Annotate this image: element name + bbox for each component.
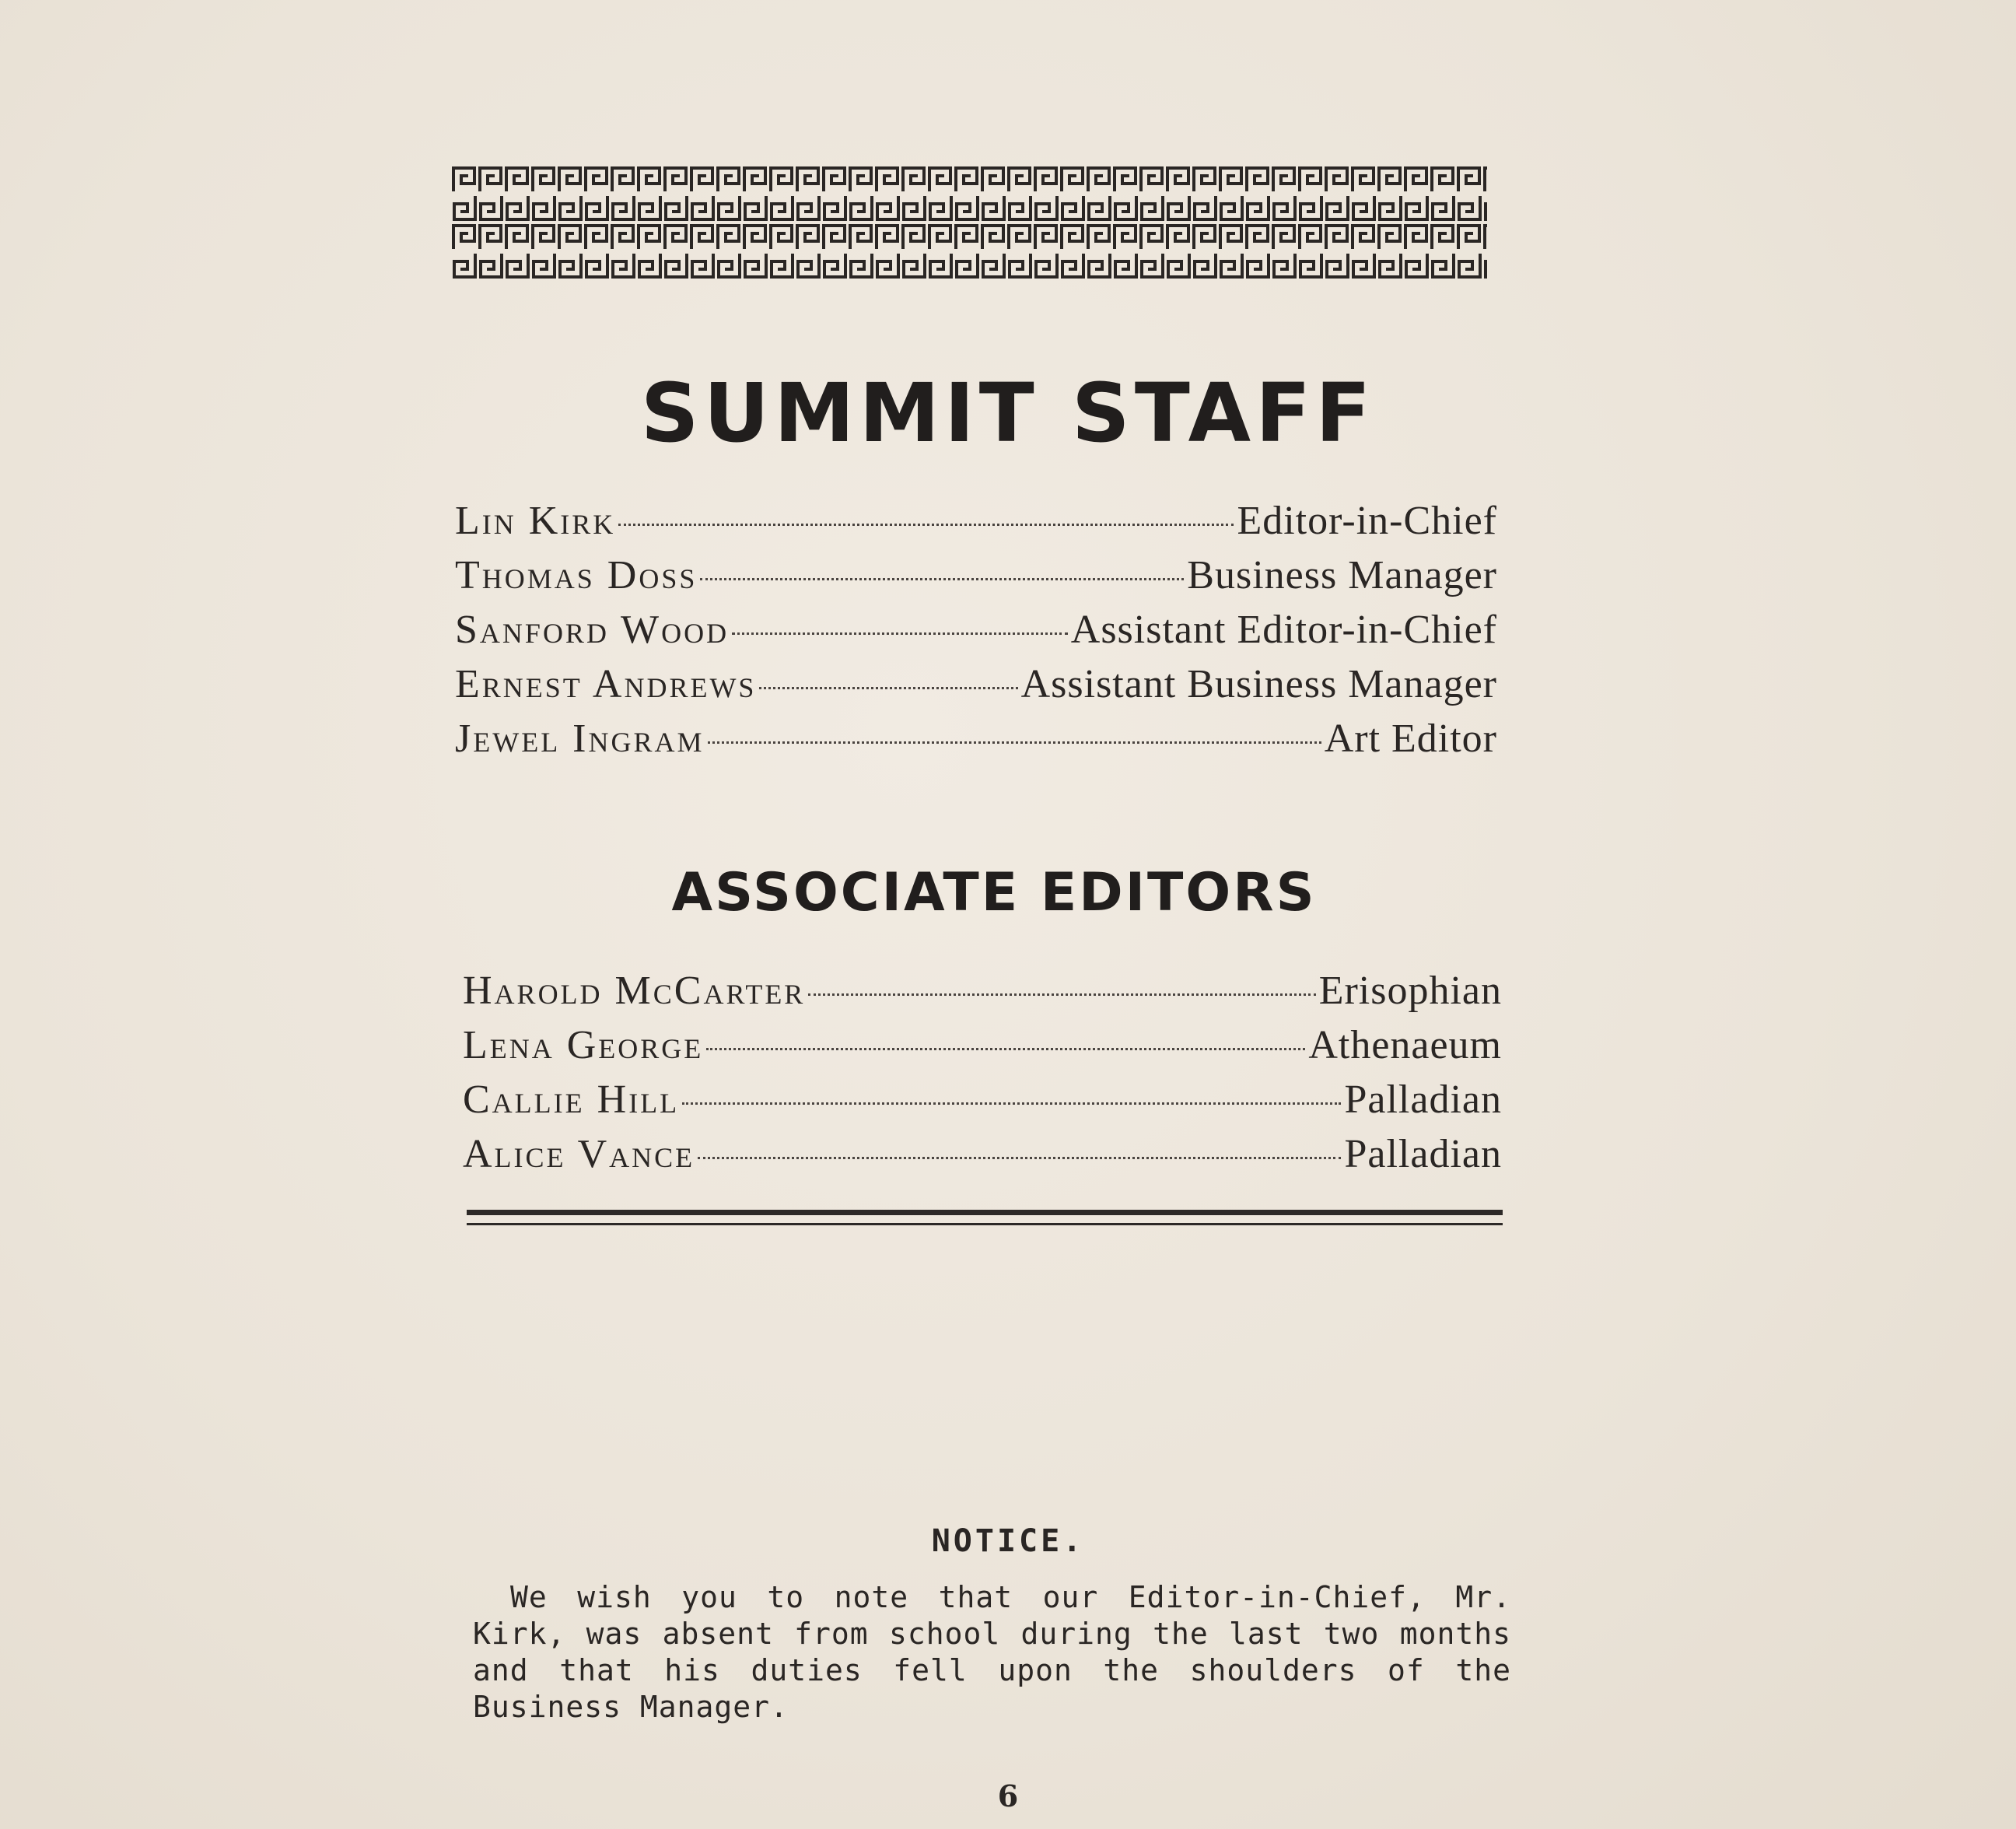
editor-name: Callie Hill [463, 1077, 680, 1122]
editor-name: Alice Vance [463, 1132, 695, 1176]
editor-name: Harold McCarter [463, 969, 806, 1013]
staff-role: Business Manager [1187, 553, 1497, 597]
list-item [455, 607, 1497, 661]
notice-text: We wish you to note that our Editor-in-Chief, Mr. Kirk, was absent from school during the last two months and that his duties fell upon the shoulders of the Business Manager. [473, 1580, 1511, 1724]
page-title: SUMMIT STAFF [640, 366, 1376, 461]
list-item [463, 1077, 1502, 1131]
dot-leader [708, 741, 1321, 744]
staff-name: Ernest Andrews [455, 662, 757, 706]
divider-thick [467, 1210, 1503, 1215]
editor-name: Lena George [463, 1023, 704, 1067]
staff-list [455, 498, 1497, 770]
section-title: ASSOCIATE EDITORS [671, 862, 1317, 923]
dot-leader [700, 578, 1184, 580]
staff-role: Assistant Business Manager [1020, 662, 1497, 706]
staff-name: Sanford Wood [455, 608, 730, 652]
staff-role: Assistant Editor-in-Chief [1070, 608, 1497, 652]
staff-role: Editor-in-Chief [1237, 499, 1497, 543]
dot-leader [706, 1048, 1305, 1050]
page-number: 6 [997, 1778, 1019, 1813]
dot-leader [618, 524, 1234, 526]
list-item [463, 1131, 1502, 1186]
dot-leader [732, 632, 1068, 635]
dot-leader [682, 1102, 1341, 1105]
staff-name: Lin Kirk [455, 499, 616, 543]
list-item [463, 968, 1502, 1022]
greek-key-border-icon [451, 165, 1487, 280]
editor-society: Athenaeum [1308, 1023, 1502, 1067]
editor-society: Erisophian [1318, 969, 1502, 1013]
staff-role: Art Editor [1324, 717, 1497, 761]
list-item [455, 661, 1497, 716]
editor-society: Palladian [1344, 1132, 1502, 1176]
list-item [455, 716, 1497, 770]
staff-name: Thomas Doss [455, 553, 698, 597]
dot-leader [759, 687, 1017, 689]
divider-thin [467, 1223, 1503, 1225]
staff-name: Jewel Ingram [455, 717, 705, 761]
list-item [455, 498, 1497, 552]
list-item [463, 1022, 1502, 1077]
list-item [455, 552, 1497, 607]
dot-leader [808, 993, 1315, 996]
dot-leader [698, 1157, 1341, 1159]
editor-society: Palladian [1344, 1077, 1502, 1122]
notice-heading: NOTICE. [931, 1523, 1085, 1559]
associate-editors-list [463, 968, 1502, 1186]
